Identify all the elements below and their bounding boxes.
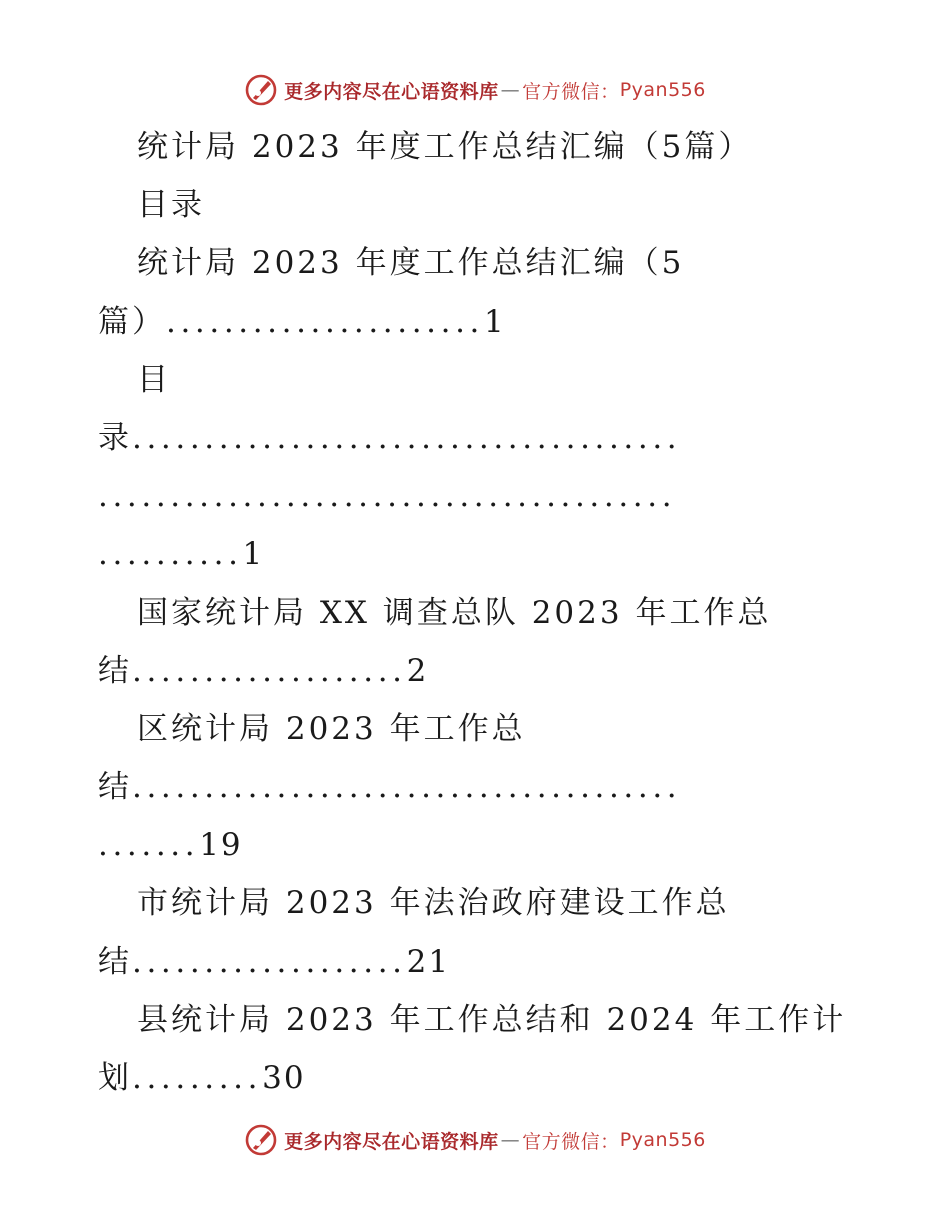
toc-line bbox=[98, 758, 858, 816]
toc-entry-text: 录 bbox=[98, 419, 132, 456]
toc-entry-text: 国家统计局 XX 调查总队 2023 年工作总 bbox=[137, 594, 772, 631]
toc-line bbox=[98, 700, 858, 758]
toc-line bbox=[98, 409, 858, 467]
document-title: 统计局 2023 年度工作总结汇编（5篇） bbox=[137, 129, 753, 165]
toc-line bbox=[98, 293, 858, 351]
toc-line bbox=[98, 234, 858, 292]
toc-page-number: 2 bbox=[406, 652, 429, 689]
toc-entry-text: 结 bbox=[98, 943, 132, 980]
banner-contact-label: 官方微信： bbox=[522, 80, 620, 103]
banner-brand-text: 更多内容尽在心语资料库 bbox=[284, 1130, 499, 1153]
toc-leader-dots: ...................................... bbox=[132, 769, 682, 806]
toc-entry-text: 划 bbox=[98, 1060, 132, 1096]
toc-page-number: 1 bbox=[242, 536, 265, 573]
toc-page-number: 21 bbox=[406, 943, 451, 980]
toc-entry-text: 篇） bbox=[98, 303, 166, 340]
document-body bbox=[98, 118, 858, 1107]
toc-line bbox=[98, 525, 858, 583]
toc-entry-text: 市统计局 2023 年法治政府建设工作总 bbox=[137, 885, 730, 922]
toc-leader-dots: ....... bbox=[98, 827, 200, 864]
toc-line bbox=[98, 1049, 858, 1107]
toc-entry-text: 区统计局 2023 年工作总 bbox=[137, 710, 526, 747]
banner-wechat-handle: Pyan556 bbox=[619, 1129, 706, 1151]
header-banner bbox=[0, 70, 950, 110]
toc-line bbox=[98, 816, 858, 874]
toc-page-number: 19 bbox=[199, 827, 243, 864]
toc-page-number: 30 bbox=[262, 1060, 306, 1096]
toc-leader-dots: ................... bbox=[132, 943, 407, 980]
toc-entry-text: 结 bbox=[98, 652, 132, 689]
toc-line bbox=[98, 584, 858, 642]
toc-heading: 目录 bbox=[137, 187, 205, 224]
toc-line bbox=[98, 991, 858, 1049]
quill-seal-icon bbox=[244, 1123, 278, 1157]
toc-entry-text: 目 bbox=[137, 361, 171, 398]
footer-banner bbox=[0, 1120, 950, 1160]
toc-leader-dots: .......... bbox=[98, 536, 243, 573]
toc-entry-text: 统计局 2023 年度工作总结汇编（5 bbox=[137, 245, 685, 282]
banner-wechat-handle: Pyan556 bbox=[619, 79, 706, 101]
toc-leader-dots: ...................................... bbox=[132, 419, 682, 456]
toc-page-number: 1 bbox=[484, 303, 506, 340]
toc-line bbox=[98, 933, 858, 991]
toc-leader-dots: ...................... bbox=[166, 303, 484, 340]
quill-seal-icon bbox=[244, 73, 278, 107]
toc-entry-text: 结 bbox=[98, 769, 132, 806]
toc-entry-text: 县统计局 2023 年工作总结和 2024 年工作计 bbox=[137, 1001, 847, 1038]
toc-line bbox=[98, 874, 858, 932]
banner-dash: — bbox=[500, 1129, 521, 1151]
toc-leader-dots: ......... bbox=[132, 1060, 263, 1096]
toc-line bbox=[98, 642, 858, 700]
toc-leader-dots: ........................................ bbox=[98, 478, 677, 515]
toc-line bbox=[98, 467, 858, 525]
banner-brand-text: 更多内容尽在心语资料库 bbox=[284, 80, 499, 103]
banner-dash: — bbox=[500, 79, 521, 101]
toc-leader-dots: ................... bbox=[132, 652, 407, 689]
toc-line bbox=[98, 351, 858, 409]
banner-contact-label: 官方微信： bbox=[522, 1130, 620, 1153]
